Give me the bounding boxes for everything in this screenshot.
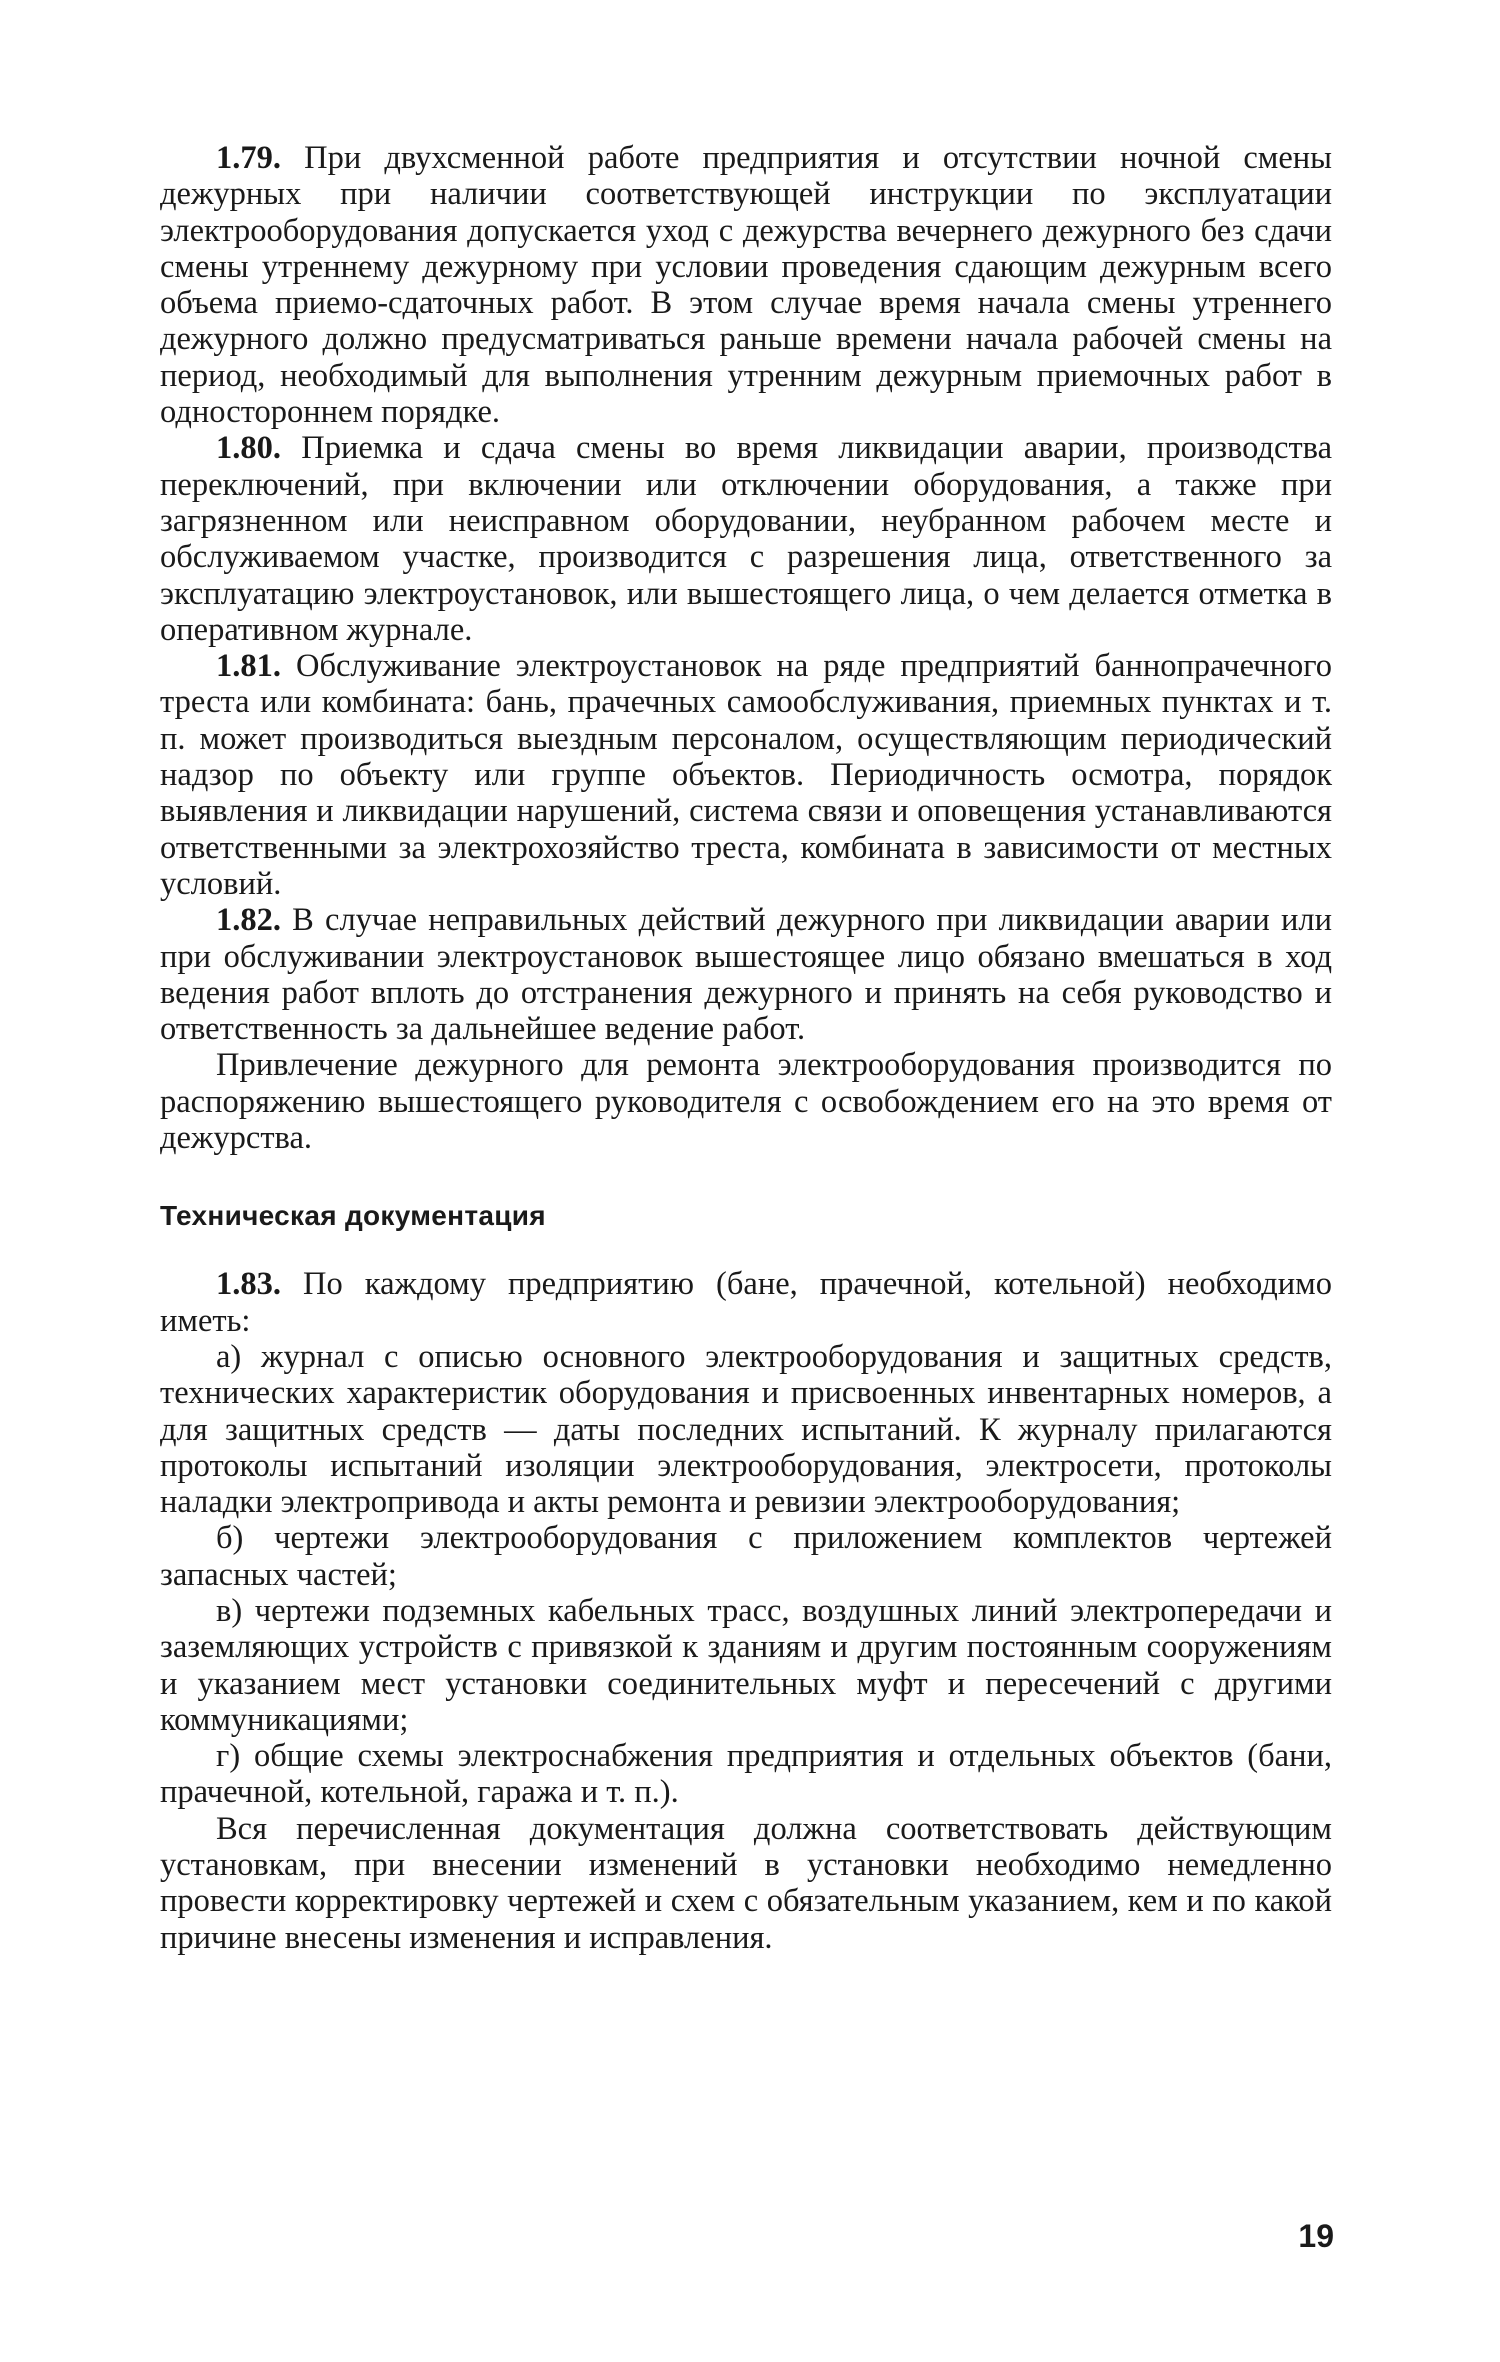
page-number: 19 [1298,2218,1334,2254]
section-number: 1.82. [216,902,281,939]
section-text: При двухсменной работе предприятия и отсутствии ночной смены дежурных при наличии соответствующей инструкции по эксплуатации электрооборудования допускается уход с дежурства вечернего дежурного без сдачи смены утреннему дежурному при условии проведения сдающим дежурным всего объема приемо-сдаточных работ. В этом случае время начала смены утреннего дежурного должно предусматриваться раньше времени начала рабочей смены на период, необходимый для выполнения утренним дежурным приемочных работ в одностороннем порядке. [160,140,1332,431]
paragraph-1-80 [160,430,1332,648]
closing-paragraph: Вся перечисленная документация должна соответствовать действующим установкам, при внесении изменений в установки необходимо немедленно провести корректировку чертежей и схем с обязательным указанием, кем и по какой причине внесены изменения и исправления. [160,1810,1332,1956]
section-number: 1.83. [216,1266,281,1303]
section-number: 1.79. [216,140,281,176]
paragraph-1-79 [160,140,1332,430]
list-item-b: б) чертежи электрооборудования с приложением комплектов чертежей запасных частей; [160,1520,1332,1593]
paragraph-1-82 [160,902,1332,1047]
list-item-a: а) журнал с описью основного электрооборудования и защитных средств, технических характеристик оборудования и присвоенных инвентарных номеров, а для защитных средств — даты последних испытаний. К журналу прилагаются протоколы испытаний изоляции электрооборудования, электросети, протоколы наладки электропривода и акты ремонта и ревизии электрооборудования; [160,1338,1332,1521]
paragraph-1-83 [160,1266,1332,1339]
section-text: В случае неправильных действий дежурного при ликвидации аварии или при обслуживании электроустановок вышестоящее лицо обязано вмешаться в ход ведения работ вплоть до отстранения дежурного и принять на себя руководство и ответственность за дальнейшее ведение работ. [160,902,1332,1048]
section-text: Приемка и сдача смены во время ликвидации аварии, производства переключений, при включении или отключении оборудования, а также при загрязненном или неисправном оборудовании, неубранном рабочем месте и обслуживаемом участке, производится с разрешения лица, ответственного за эксплуатацию электроустановок, или вышестоящего лица, о чем делается отметка в оперативном журнале. [160,430,1332,648]
section-number: 1.80. [216,430,281,467]
page-body [160,140,1332,1956]
list-item-g: г) общие схемы электроснабжения предприятия и отдельных объектов (бани, прачечной, котельной, гаража и т. п.). [160,1738,1332,1811]
paragraph-1-81 [160,648,1332,902]
section-text: Обслуживание электроустановок на ряде предприятий баннопрачечного треста или комбината: бань, прачечных самообслуживания, приемных пунктах и т. п. может производиться выездным персоналом, осуществляющим периодический надзор по объекту или группе объектов. Периодичность осмотра, порядок выявления и ликвидации нарушений, система связи и оповещения устанавливаются ответственными за электрохозяйство треста, комбината в зависимости от местных условий. [160,648,1332,902]
section-heading: Техническая документация [160,1200,546,1232]
list-item-v: в) чертежи подземных кабельных трасс, воздушных линий электропередачи и заземляющих устройств с привязкой к зданиям и другим постоянным сооружениям и указанием мест установки соединительных муфт и пересечений с другими коммуникациями; [160,1592,1332,1738]
paragraph-1-82-continued: Привлечение дежурного для ремонта электрооборудования производится по распоряжению вышестоящего руководителя с освобождением его на это время от дежурства. [160,1047,1332,1157]
section-text: По каждому предприятию (бане, прачечной, котельной) необходимо иметь: [160,1266,1333,1339]
section-number: 1.81. [216,648,281,685]
